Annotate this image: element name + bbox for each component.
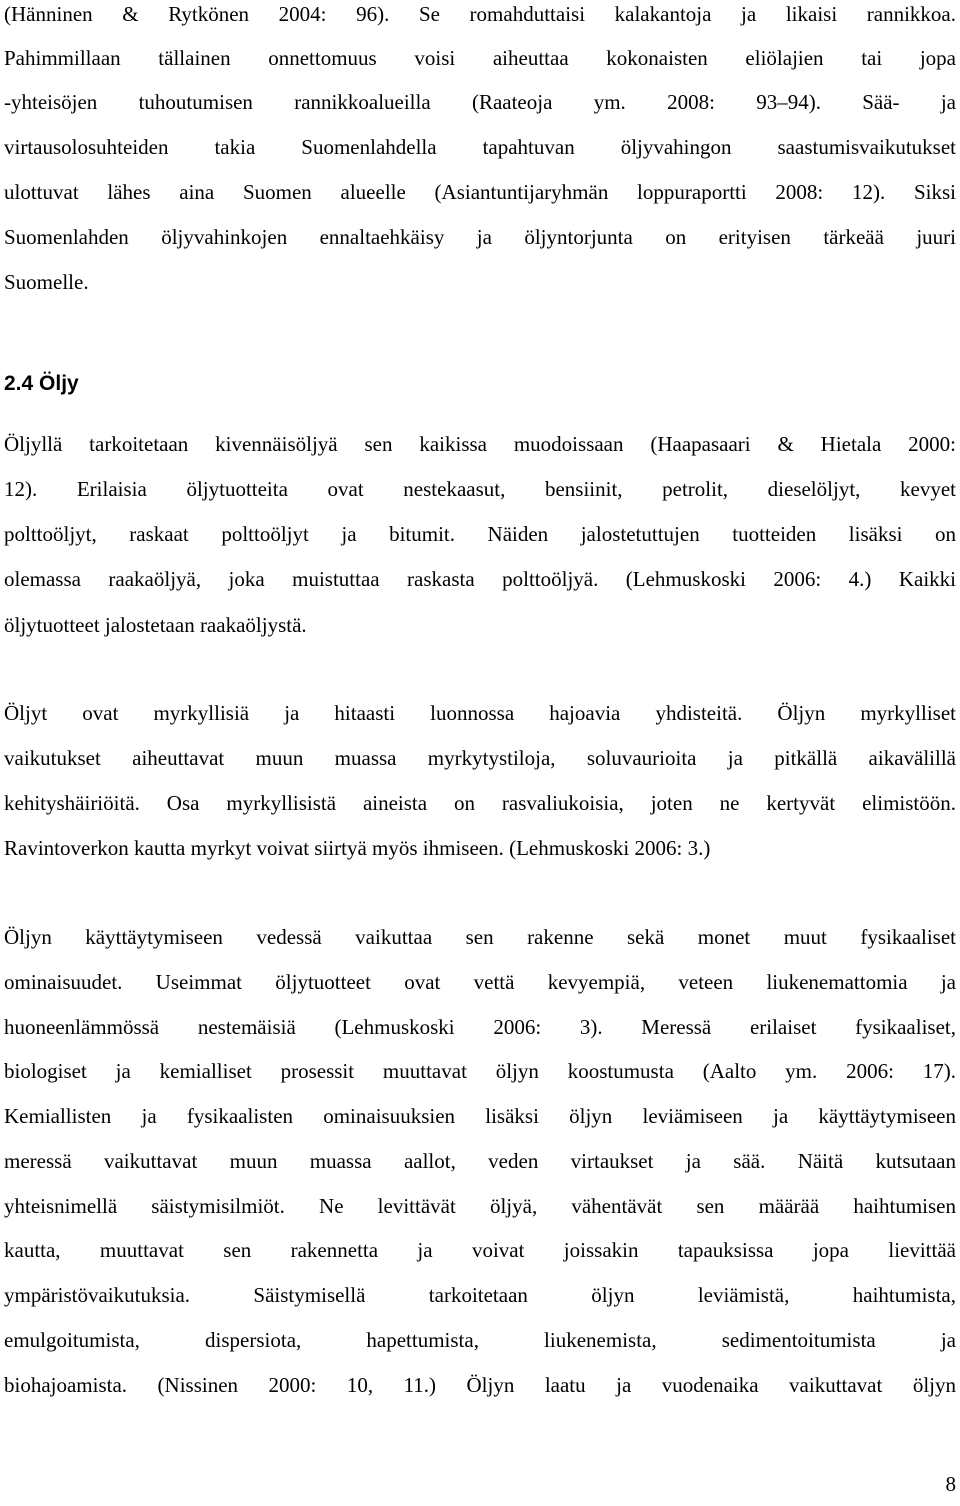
text-line: olemassa raakaöljyä, joka muistuttaa raskasta polttoöljyä. (Lehmuskoski 2006: 4.) Kaikki [4,567,956,591]
text-line: Öljyllä tarkoitetaan kivennäisöljyä sen kaikissa muodoissaan (Haapasaari & Hietala 2000: [4,432,956,456]
text-line: yhteisnimellä säistymisilmiöt. Ne levittävät öljyä, vähentävät sen määrää haihtumisen [4,1194,956,1218]
text-line: meressä vaikuttavat muun muassa aallot, veden virtaukset ja sää. Näitä kutsutaan [4,1149,956,1173]
text-line: Pahimmillaan tällainen onnettomuus voisi aiheuttaa kokonaisten eliölajien tai jopa [4,46,956,70]
text-line: huoneenlämmössä nestemäisiä (Lehmuskoski 2006: 3). Meressä erilaiset fysikaaliset, [4,1015,956,1039]
text-line: Ravintoverkon kautta myrkyt voivat siirtyä myös ihmiseen. (Lehmuskoski 2006: 3.) [4,836,711,860]
text-line: Öljyt ovat myrkyllisiä ja hitaasti luonnossa hajoavia yhdisteitä. Öljyn myrkylliset [4,701,956,725]
text-line: kehityshäiriöitä. Osa myrkyllisistä aineista on rasvaliukoisia, joten ne kertyvät elimistöön. [4,791,956,815]
text-line: Suomelle. [4,270,89,294]
text-line: polttoöljyt, raskaat polttoöljyt ja bitumit. Näiden jalostetuttujen tuotteiden lisäksi on [4,522,956,546]
page-number: 8 [945,1472,956,1496]
text-line: öljytuotteet jalostetaan raakaöljystä. [4,613,307,637]
text-line: Kemiallisten ja fysikaalisten ominaisuuksien lisäksi öljyn leviämiseen ja käyttäytymiseen [4,1104,956,1128]
text-line: biohajoamista. (Nissinen 2000: 10, 11.) Öljyn laatu ja vuodenaika vaikuttavat öljyn [4,1373,956,1397]
text-line: Öljyn käyttäytymiseen vedessä vaikuttaa sen rakenne sekä monet muut fysikaaliset [4,925,956,949]
text-line: ympäristövaikutuksia. Säistymisellä tarkoitetaan öljyn leviämistä, haihtumista, [4,1283,956,1307]
text-line: emulgoitumista, dispersiota, hapettumista, liukenemista, sedimentoitumista ja [4,1328,956,1352]
text-line: 12). Erilaisia öljytuotteita ovat nestekaasut, bensiinit, petrolit, dieselöljyt, kevyet [4,477,956,501]
text-line: -yhteisöjen tuhoutumisen rannikkoalueilla (Raateoja ym. 2008: 93–94). Sää- ja [4,90,956,114]
text-line: ominaisuudet. Useimmat öljytuotteet ovat vettä kevyempiä, veteen liukenemattomia ja [4,970,956,994]
text-line: virtausolosuhteiden takia Suomenlahdella tapahtuvan öljyvahingon saastumisvaikutukset [4,135,956,159]
section-heading: 2.4 Öljy [4,372,79,395]
text-line: kautta, muuttavat sen rakennetta ja voivat joissakin tapauksissa jopa lievittää [4,1238,956,1262]
text-line: (Hänninen & Rytkönen 2004: 96). Se romahduttaisi kalakantoja ja likaisi rannikkoa. [4,2,956,26]
text-line: Suomenlahden öljyvahinkojen ennaltaehkäisy ja öljyntorjunta on erityisen tärkeää juuri [4,225,956,249]
text-line: ulottuvat lähes aina Suomen alueelle (Asiantuntijaryhmän loppuraportti 2008: 12). Siksi [4,180,956,204]
text-line: vaikutukset aiheuttavat muun muassa myrkytystiloja, soluvaurioita ja pitkällä aikavälillä [4,746,956,770]
text-line: biologiset ja kemialliset prosessit muuttavat öljyn koostumusta (Aalto ym. 2006: 17). [4,1059,956,1083]
